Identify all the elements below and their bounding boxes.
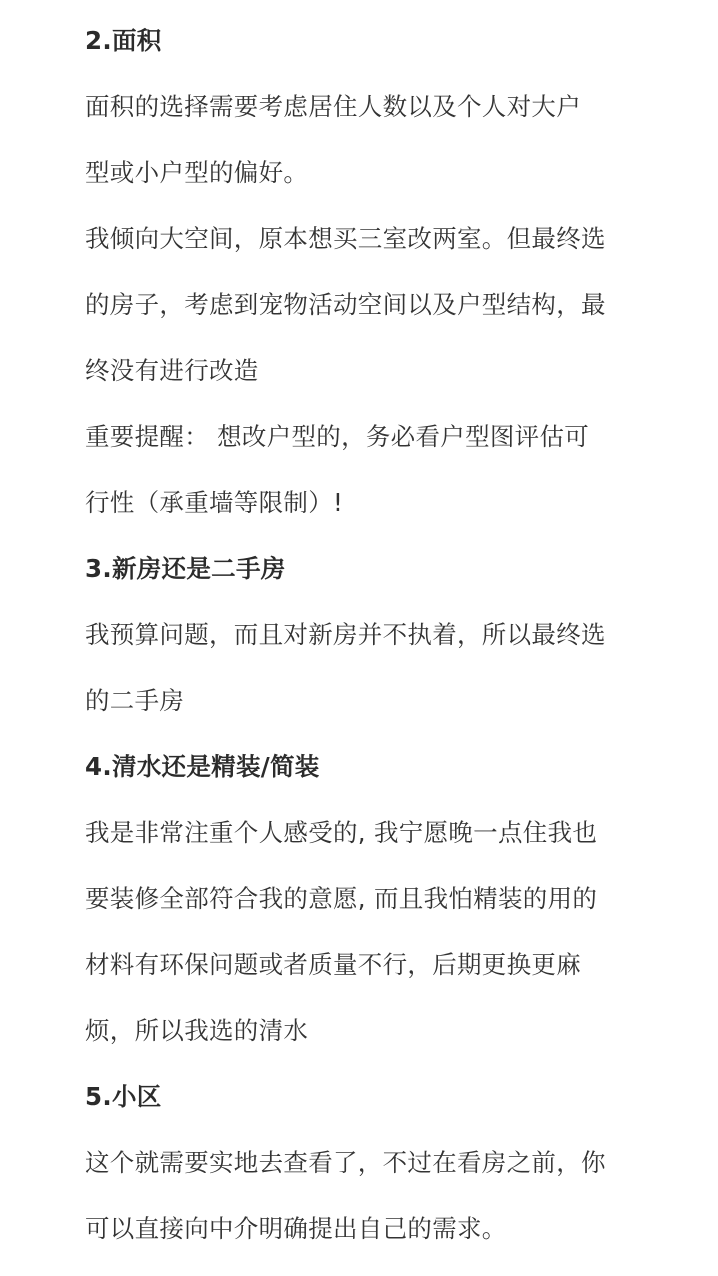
paragraph-line: 要装修全部符合我的意愿, 而且我怕精装的用的	[85, 884, 598, 913]
paragraph-line: 烦，所以我选的清水	[85, 1016, 309, 1045]
important-reminder-line: 重要提醒： 想改户型的，务必看户型图评估可	[85, 422, 590, 451]
paragraph-line: 面积的选择需要考虑居住人数以及个人对大户	[85, 92, 581, 121]
section-heading-decoration: 4.清水还是精装/简装	[85, 752, 320, 781]
section-heading-community: 5.小区	[85, 1082, 162, 1111]
paragraph-line: 我倾向大空间，原本想买三室改两室。但最终选	[85, 224, 606, 253]
paragraph-line: 的二手房	[85, 686, 185, 715]
paragraph-line: 我预算问题，而且对新房并不执着，所以最终选	[85, 620, 606, 649]
section-heading-new-or-used: 3.新房还是二手房	[85, 554, 286, 583]
paragraph-line: 材料有环保问题或者质量不行，后期更换更麻	[85, 950, 581, 979]
paragraph-line: 行性（承重墙等限制）!	[85, 488, 344, 517]
paragraph-line: 可以直接向中介明确提出自己的需求。	[85, 1214, 507, 1243]
paragraph-line: 终没有进行改造	[85, 356, 259, 385]
paragraph-line: 我是非常注重个人感受的, 我宁愿晚一点住我也	[85, 818, 598, 847]
paragraph-line: 型或小户型的偏好。	[85, 158, 309, 187]
paragraph-line: 的房子，考虑到宠物活动空间以及户型结构，最	[85, 290, 606, 319]
section-heading-area: 2.面积	[85, 26, 162, 55]
paragraph-line: 这个就需要实地去查看了，不过在看房之前，你	[85, 1148, 606, 1177]
